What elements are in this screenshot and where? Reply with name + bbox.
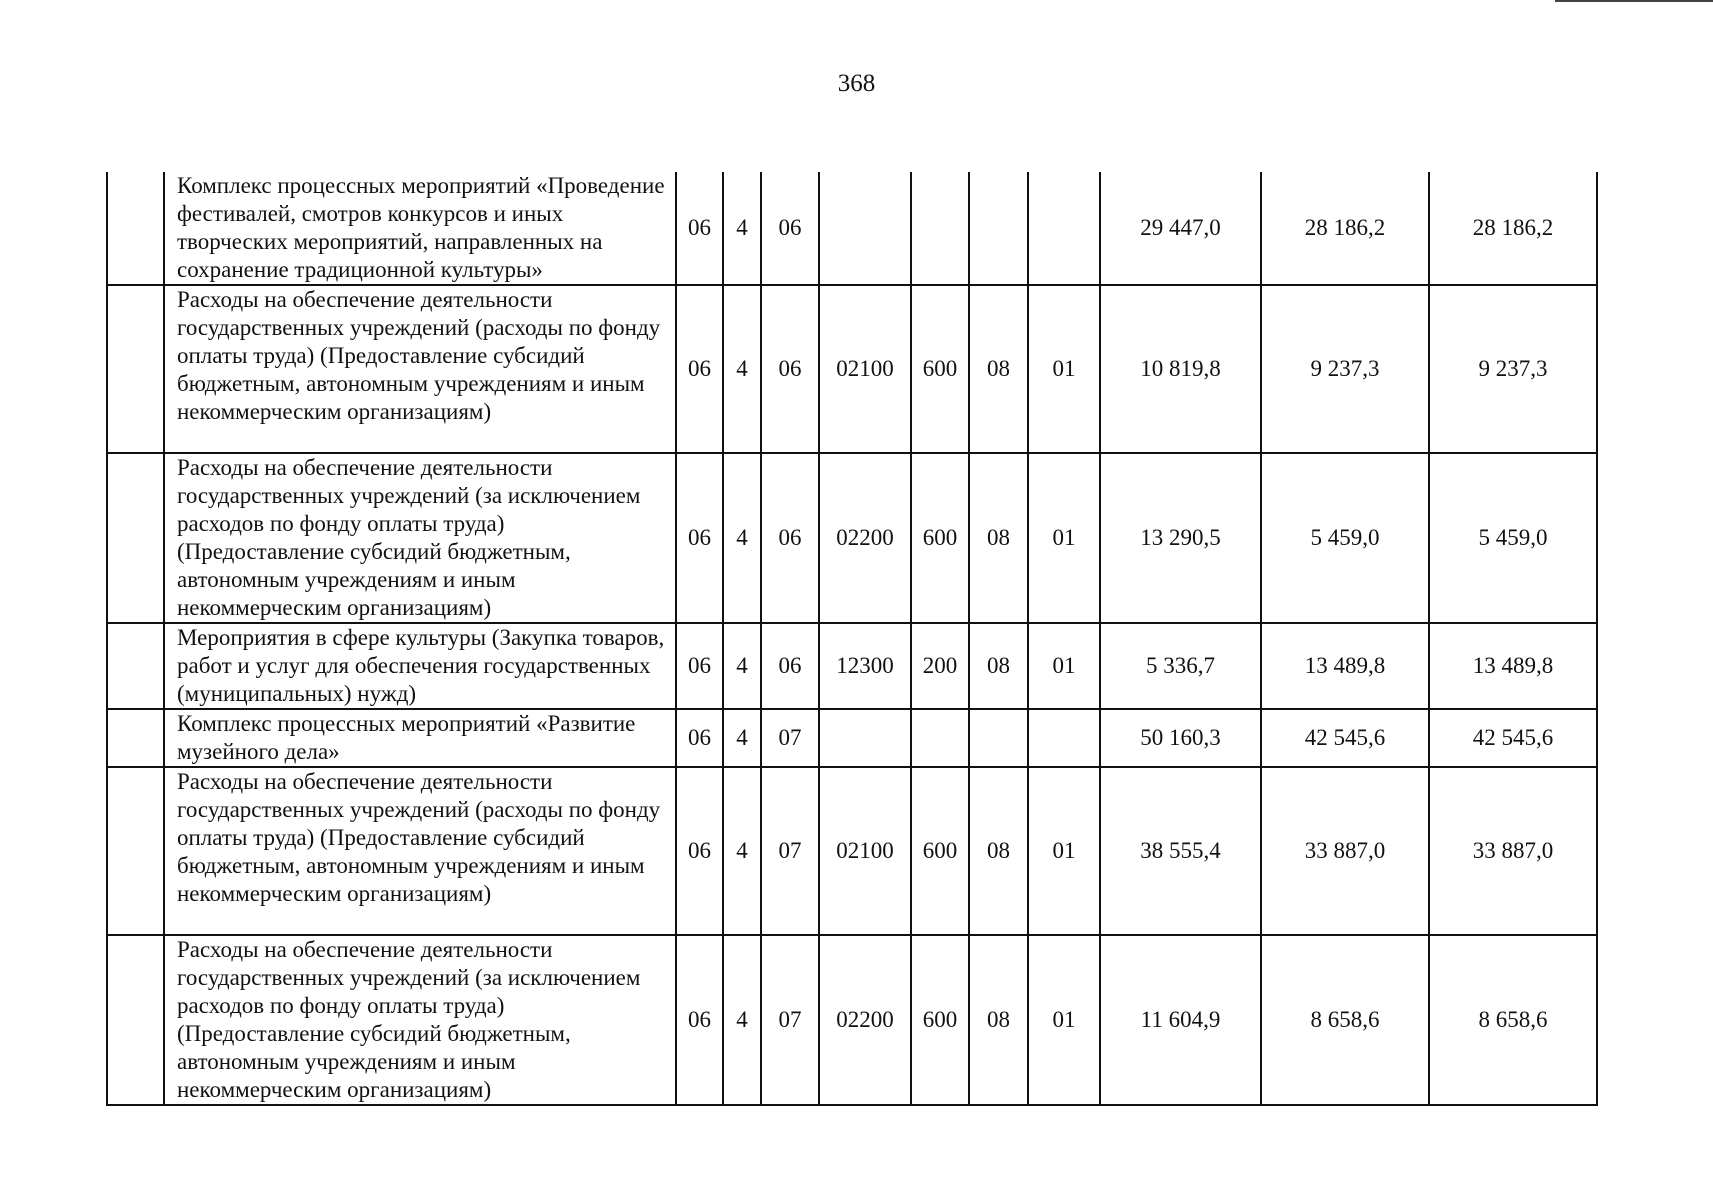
code-cell: 06	[761, 623, 819, 709]
code-cell	[911, 709, 969, 767]
table-row	[107, 767, 1597, 935]
code-cell: 08	[969, 935, 1028, 1105]
code-cell: 4	[723, 709, 761, 767]
code-cell: 4	[723, 453, 761, 623]
code-cell: 06	[761, 453, 819, 623]
amount-cell: 33 887,0	[1261, 767, 1429, 935]
code-cell: 07	[761, 709, 819, 767]
code-cell: 07	[761, 767, 819, 935]
amount-cell: 5 459,0	[1429, 453, 1597, 623]
row-index-cell	[107, 172, 164, 285]
code-cell: 01	[1028, 285, 1100, 453]
amount-cell: 11 604,9	[1100, 935, 1261, 1105]
amount-cell: 28 186,2	[1429, 172, 1597, 285]
code-cell: 02100	[819, 767, 911, 935]
code-cell: 06	[676, 709, 723, 767]
code-cell: 02200	[819, 453, 911, 623]
code-cell: 06	[676, 935, 723, 1105]
code-cell: 02200	[819, 935, 911, 1105]
code-cell: 08	[969, 623, 1028, 709]
description-cell: Мероприятия в сфере культуры (Закупка товаров, работ и услуг для обеспечения государственных (муниципальных) нужд)	[164, 623, 676, 709]
table-row	[107, 935, 1597, 1105]
code-cell	[969, 709, 1028, 767]
amount-cell: 50 160,3	[1100, 709, 1261, 767]
code-cell: 600	[911, 453, 969, 623]
row-index-cell	[107, 709, 164, 767]
code-cell: 4	[723, 172, 761, 285]
code-cell: 06	[761, 172, 819, 285]
amount-cell: 13 290,5	[1100, 453, 1261, 623]
code-cell: 06	[676, 767, 723, 935]
code-cell: 07	[761, 935, 819, 1105]
code-cell: 08	[969, 285, 1028, 453]
amount-cell: 10 819,8	[1100, 285, 1261, 453]
amount-cell: 5 459,0	[1261, 453, 1429, 623]
code-cell	[969, 172, 1028, 285]
code-cell	[911, 172, 969, 285]
row-index-cell	[107, 285, 164, 453]
description-cell: Комплекс процессных мероприятий «Проведение фестивалей, смотров конкурсов и иных творческих мероприятий, направленных на сохранение традиционной культуры»	[164, 172, 676, 285]
code-cell: 06	[676, 285, 723, 453]
description-cell: Комплекс процессных мероприятий «Развитие музейного дела»	[164, 709, 676, 767]
amount-cell: 42 545,6	[1261, 709, 1429, 767]
budget-table	[106, 172, 1598, 1106]
code-cell: 4	[723, 935, 761, 1105]
code-cell: 02100	[819, 285, 911, 453]
amount-cell: 33 887,0	[1429, 767, 1597, 935]
page-number: 368	[837, 70, 876, 97]
code-cell: 06	[676, 453, 723, 623]
amount-cell: 13 489,8	[1261, 623, 1429, 709]
amount-cell: 38 555,4	[1100, 767, 1261, 935]
code-cell: 01	[1028, 453, 1100, 623]
code-cell: 01	[1028, 623, 1100, 709]
table-row	[107, 453, 1597, 623]
amount-cell: 28 186,2	[1261, 172, 1429, 285]
amount-cell: 42 545,6	[1429, 709, 1597, 767]
code-cell: 06	[676, 172, 723, 285]
code-cell: 4	[723, 285, 761, 453]
amount-cell: 8 658,6	[1261, 935, 1429, 1105]
code-cell: 06	[676, 623, 723, 709]
code-cell: 4	[723, 767, 761, 935]
code-cell: 600	[911, 767, 969, 935]
code-cell: 06	[761, 285, 819, 453]
table-row	[107, 709, 1597, 767]
amount-cell: 29 447,0	[1100, 172, 1261, 285]
code-cell: 12300	[819, 623, 911, 709]
amount-cell: 9 237,3	[1261, 285, 1429, 453]
description-cell: Расходы на обеспечение деятельности государственных учреждений (расходы по фонду оплаты труда) (Предоставление субсидий бюджетным, автономным учреждениям и иным некоммерческим организациям)	[164, 767, 676, 935]
table-row	[107, 172, 1597, 285]
amount-cell: 13 489,8	[1429, 623, 1597, 709]
code-cell: 08	[969, 767, 1028, 935]
amount-cell: 9 237,3	[1429, 285, 1597, 453]
row-index-cell	[107, 935, 164, 1105]
code-cell: 4	[723, 623, 761, 709]
code-cell: 600	[911, 935, 969, 1105]
table-row	[107, 623, 1597, 709]
table-row	[107, 285, 1597, 453]
row-index-cell	[107, 767, 164, 935]
code-cell: 01	[1028, 935, 1100, 1105]
code-cell	[819, 172, 911, 285]
scan-edge-line	[1555, 0, 1713, 2]
description-cell: Расходы на обеспечение деятельности государственных учреждений (расходы по фонду оплаты труда) (Предоставление субсидий бюджетным, автономным учреждениям и иным некоммерческим организациям)	[164, 285, 676, 453]
code-cell	[1028, 709, 1100, 767]
amount-cell: 8 658,6	[1429, 935, 1597, 1105]
code-cell	[819, 709, 911, 767]
code-cell: 600	[911, 285, 969, 453]
code-cell	[1028, 172, 1100, 285]
code-cell: 08	[969, 453, 1028, 623]
row-index-cell	[107, 623, 164, 709]
row-index-cell	[107, 453, 164, 623]
code-cell: 01	[1028, 767, 1100, 935]
description-cell: Расходы на обеспечение деятельности государственных учреждений (за исключением расходов по фонду оплаты труда) (Предоставление субсидий бюджетным, автономным учреждениям и иным некоммерческим организациям)	[164, 935, 676, 1105]
amount-cell: 5 336,7	[1100, 623, 1261, 709]
description-cell: Расходы на обеспечение деятельности государственных учреждений (за исключением расходов по фонду оплаты труда) (Предоставление субсидий бюджетным, автономным учреждениям и иным некоммерческим организациям)	[164, 453, 676, 623]
code-cell: 200	[911, 623, 969, 709]
